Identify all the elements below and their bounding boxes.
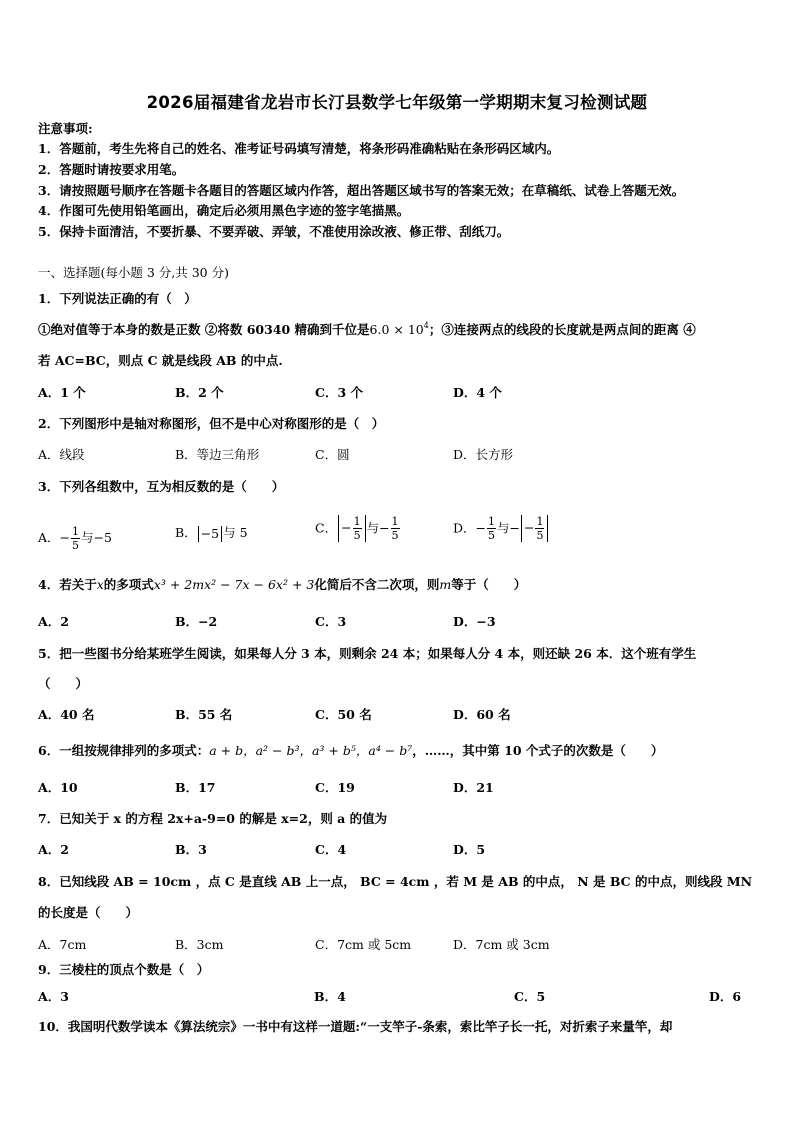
q6-terms: a + b，a² − b³，a³ + b⁵，a⁴ − b⁷ [209, 743, 413, 758]
option-d: D．5 [453, 842, 486, 857]
question-4-stem: 4．若关于x的多项式x³ + 2mx² − 7x − 6x² + 3化简后不含二次项，则m等于（ ） [38, 577, 527, 592]
q1-text-a: ①绝对值等于本身的数是正数 ②将数 60340 精确到千位是 [38, 322, 370, 337]
question-6-stem: 6．一组按规律排列的多项式：a + b，a² − b³，a³ + b⁵，a⁴ − b⁷，……，其中第 10 个式子的次数是（ ） [38, 743, 664, 758]
option-d: D．60 名 [453, 707, 511, 722]
question-1-stem: 1．下列说法正确的有（ ） [38, 291, 197, 306]
option-a: A．2 [38, 842, 69, 857]
option-b: B．55 名 [175, 707, 233, 722]
option-c: C．50 名 [315, 707, 372, 722]
q1-text-b: ；③连接两点的线段的长度就是两点间的距离 ④ [428, 322, 696, 337]
question-5-line-1: 5．把一些图书分给某班学生阅读，如果每人分 3 本，则剩余 24 本；如果每人分 4 本，则还缺 26 本．这个班有学生 [38, 646, 697, 661]
note-item: 5．保持卡面清洁，不要折暴、不要弄破、弄皱，不准使用涂改液、修正带、刮纸刀。 [38, 224, 510, 239]
question-10-stem: 10．我国明代数学读本《算法统宗》一书中有这样一道题:“一支竿子-条索，索比竿子长一托，对折索子来量竿，却 [38, 1019, 673, 1034]
option-c: C．19 [315, 780, 355, 795]
option-d: D．− $\frac{1}{5}$ 与− − $\frac{1}{5}$ [453, 515, 549, 542]
option-d: D．7cm 或 3cm [453, 937, 550, 952]
note-item: 1．答题前，考生先将自己的姓名、准考证号码填写清楚，将条形码准确粘贴在条形码区域内。 [38, 141, 560, 156]
option-d: D．−3 [453, 614, 496, 629]
option-d: D．长方形 [453, 447, 514, 462]
question-9-stem: 9．三棱柱的顶点个数是（ ） [38, 962, 210, 977]
question-1-line-1 [38, 322, 696, 338]
option-b: B． −5 与 5 [175, 525, 248, 541]
option-b: B．等边三角形 [175, 447, 260, 462]
question-2-stem: 2．下列图形中是轴对称图形，但不是中心对称图形的是（ ） [38, 416, 385, 431]
option-b: B．3 [175, 842, 207, 857]
option-b: B．2 个 [175, 385, 224, 400]
note-item: 2．答题时请按要求用笔。 [38, 162, 185, 177]
option-d: D．4 个 [453, 385, 502, 400]
option-c: C．3 个 [315, 385, 363, 400]
question-1-line-2: 若 AC=BC，则点 C 就是线段 AB 的中点. [38, 353, 283, 368]
option-c: C． − $\frac{1}{5}$ 与− $\frac{1}{5}$ [315, 515, 399, 542]
question-7-stem: 7．已知关于 x 的方程 2x+a-9=0 的解是 x=2，则 a 的值为 [38, 811, 388, 826]
option-a: A．2 [38, 614, 69, 629]
option-c: C．7cm 或 5cm [315, 937, 412, 952]
page-title: 2026届福建省龙岩市长汀县数学七年级第一学期期末复习检测试题 [146, 93, 648, 112]
option-c: C．4 [315, 842, 347, 857]
option-a: A．线段 [38, 447, 85, 462]
question-8-line-2: 的长度是（ ） [38, 905, 139, 920]
section-heading: 一、选择题(每小题 3 分,共 30 分) [38, 265, 229, 280]
option-a: A．− $\frac{1}{5}$ 与−5 [38, 525, 112, 552]
option-a: A．1 个 [38, 385, 86, 400]
option-c: C．5 [514, 989, 546, 1004]
option-a: A．10 [38, 780, 78, 795]
option-d: D．6 [709, 989, 742, 1004]
note-item: 4．作图可先使用铅笔画出，确定后必须用黑色字迹的签字笔描黑。 [38, 203, 410, 218]
question-8-line-1: 8．已知线段 AB = 10cm ，点 C 是直线 AB 上一点， BC = 4cm ，若 M 是 AB 的中点， N 是 BC 的中点，则线段 MN [38, 874, 753, 889]
option-a: A．7cm [38, 937, 87, 952]
question-5-line-2: （ ） [38, 676, 89, 691]
note-item: 3．请按照题号顺序在答题卡各题目的答题区域内作答，超出答题区域书写的答案无效；在草稿纸、试卷上答题无效。 [38, 183, 685, 198]
q1-sci-notation: $6.0 \times 10^4$ [369, 321, 429, 337]
notes-heading: 注意事项: [38, 121, 93, 136]
option-b: B．17 [175, 780, 216, 795]
option-b: B．3cm [175, 937, 224, 952]
option-b: B．4 [314, 989, 346, 1004]
q4-polynomial: x³ + 2mx² − 7x − 6x² + 3 [153, 577, 315, 592]
option-a: A．40 名 [38, 707, 95, 722]
question-3-stem: 3．下列各组数中，互为相反数的是（ ） [38, 479, 285, 494]
option-d: D．21 [453, 780, 494, 795]
option-a: A．3 [38, 989, 69, 1004]
option-c: C．3 [315, 614, 347, 629]
option-b: B．−2 [175, 614, 218, 629]
option-c: C．圆 [315, 447, 350, 462]
